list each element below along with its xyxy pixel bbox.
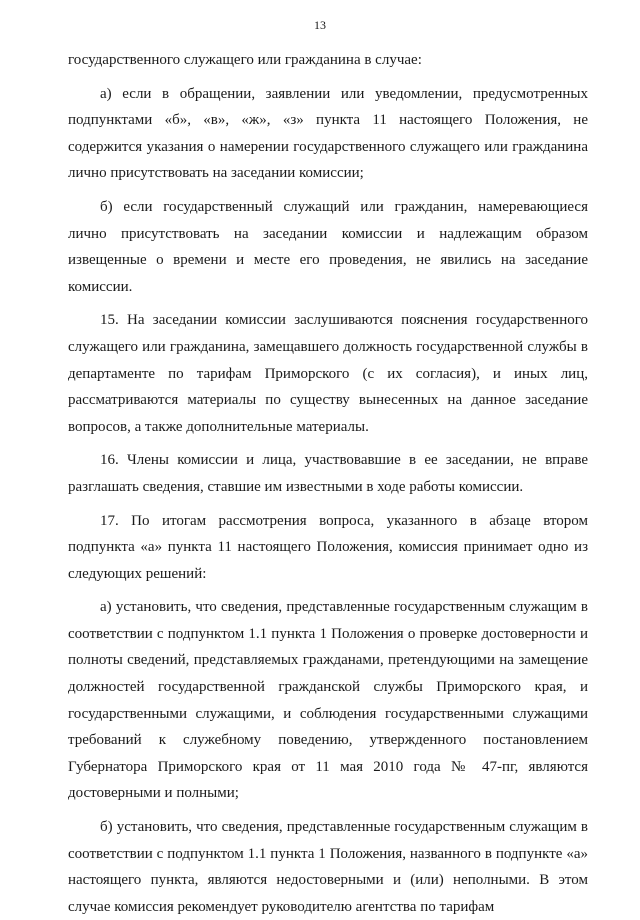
page-number: 13 bbox=[314, 18, 326, 32]
paragraph-item-15: 15. На заседании комиссии заслушиваются пояснения государственного служащего или гражданина, замещавшего должность государственной службы в департаменте по тарифам Приморского (с их согласия), и иных лиц, рассматриваются материалы по существу вынесенных на данное заседание вопросов, а также дополнительные материалы. bbox=[68, 312, 588, 435]
paragraph-item-17: 17. По итогам рассмотрения вопроса, указанного в абзаце втором подпункта «а» пункта 11 настоящего Положения, комиссия принимает одно из следующих решений: bbox=[68, 512, 588, 582]
document-body bbox=[68, 47, 588, 920]
paragraph-item-16: 16. Члены комиссии и лица, участвовавшие в ее заседании, не вправе разглашать сведения, ставшие им известными в ходе работы комиссии. bbox=[68, 452, 588, 495]
paragraph-sub-b: б) если государственный служащий или гражданин, намеревающиеся лично присутствовать на заседании комиссии и надлежащим образом извещенные о времени и месте его проведения, не явились на заседание комиссии. bbox=[68, 198, 588, 295]
paragraph-item-17-a: а) установить, что сведения, представленные государственным служащим в соответствии с подпунктом 1.1 пункта 1 Положения о проверке достоверности и полноты сведений, представляемых гражданами, претендующими на замещение должностей государственной гражданской службы Приморского края, и государственными служащими, и соблюдения государственными служащими требований к служебному поведению, утвержденного постановлением Губернатора Приморского края от 11 мая 2010 года № 47-пг, являются достоверными и полными; bbox=[68, 599, 588, 802]
paragraph-item-17-b: б) установить, что сведения, представленные государственным служащим в соответствии с подпунктом 1.1 пункта 1 Положения, названного в подпункте «а» настоящего пункта, являются недостоверными и (или) неполными. В этом случае комиссия рекомендует руководителю агентства по тарифам bbox=[68, 819, 588, 915]
paragraph-sub-a: а) если в обращении, заявлении или уведомлении, предусмотренных подпунктами «б», «в», «ж», «з» пункта 11 настоящего Положения, не содержится указания о намерении государственного служащего или гражданина лично присутствовать на заседании комиссии; bbox=[68, 85, 588, 182]
paragraph-continuation: государственного служащего или гражданина в случае: bbox=[68, 52, 422, 68]
